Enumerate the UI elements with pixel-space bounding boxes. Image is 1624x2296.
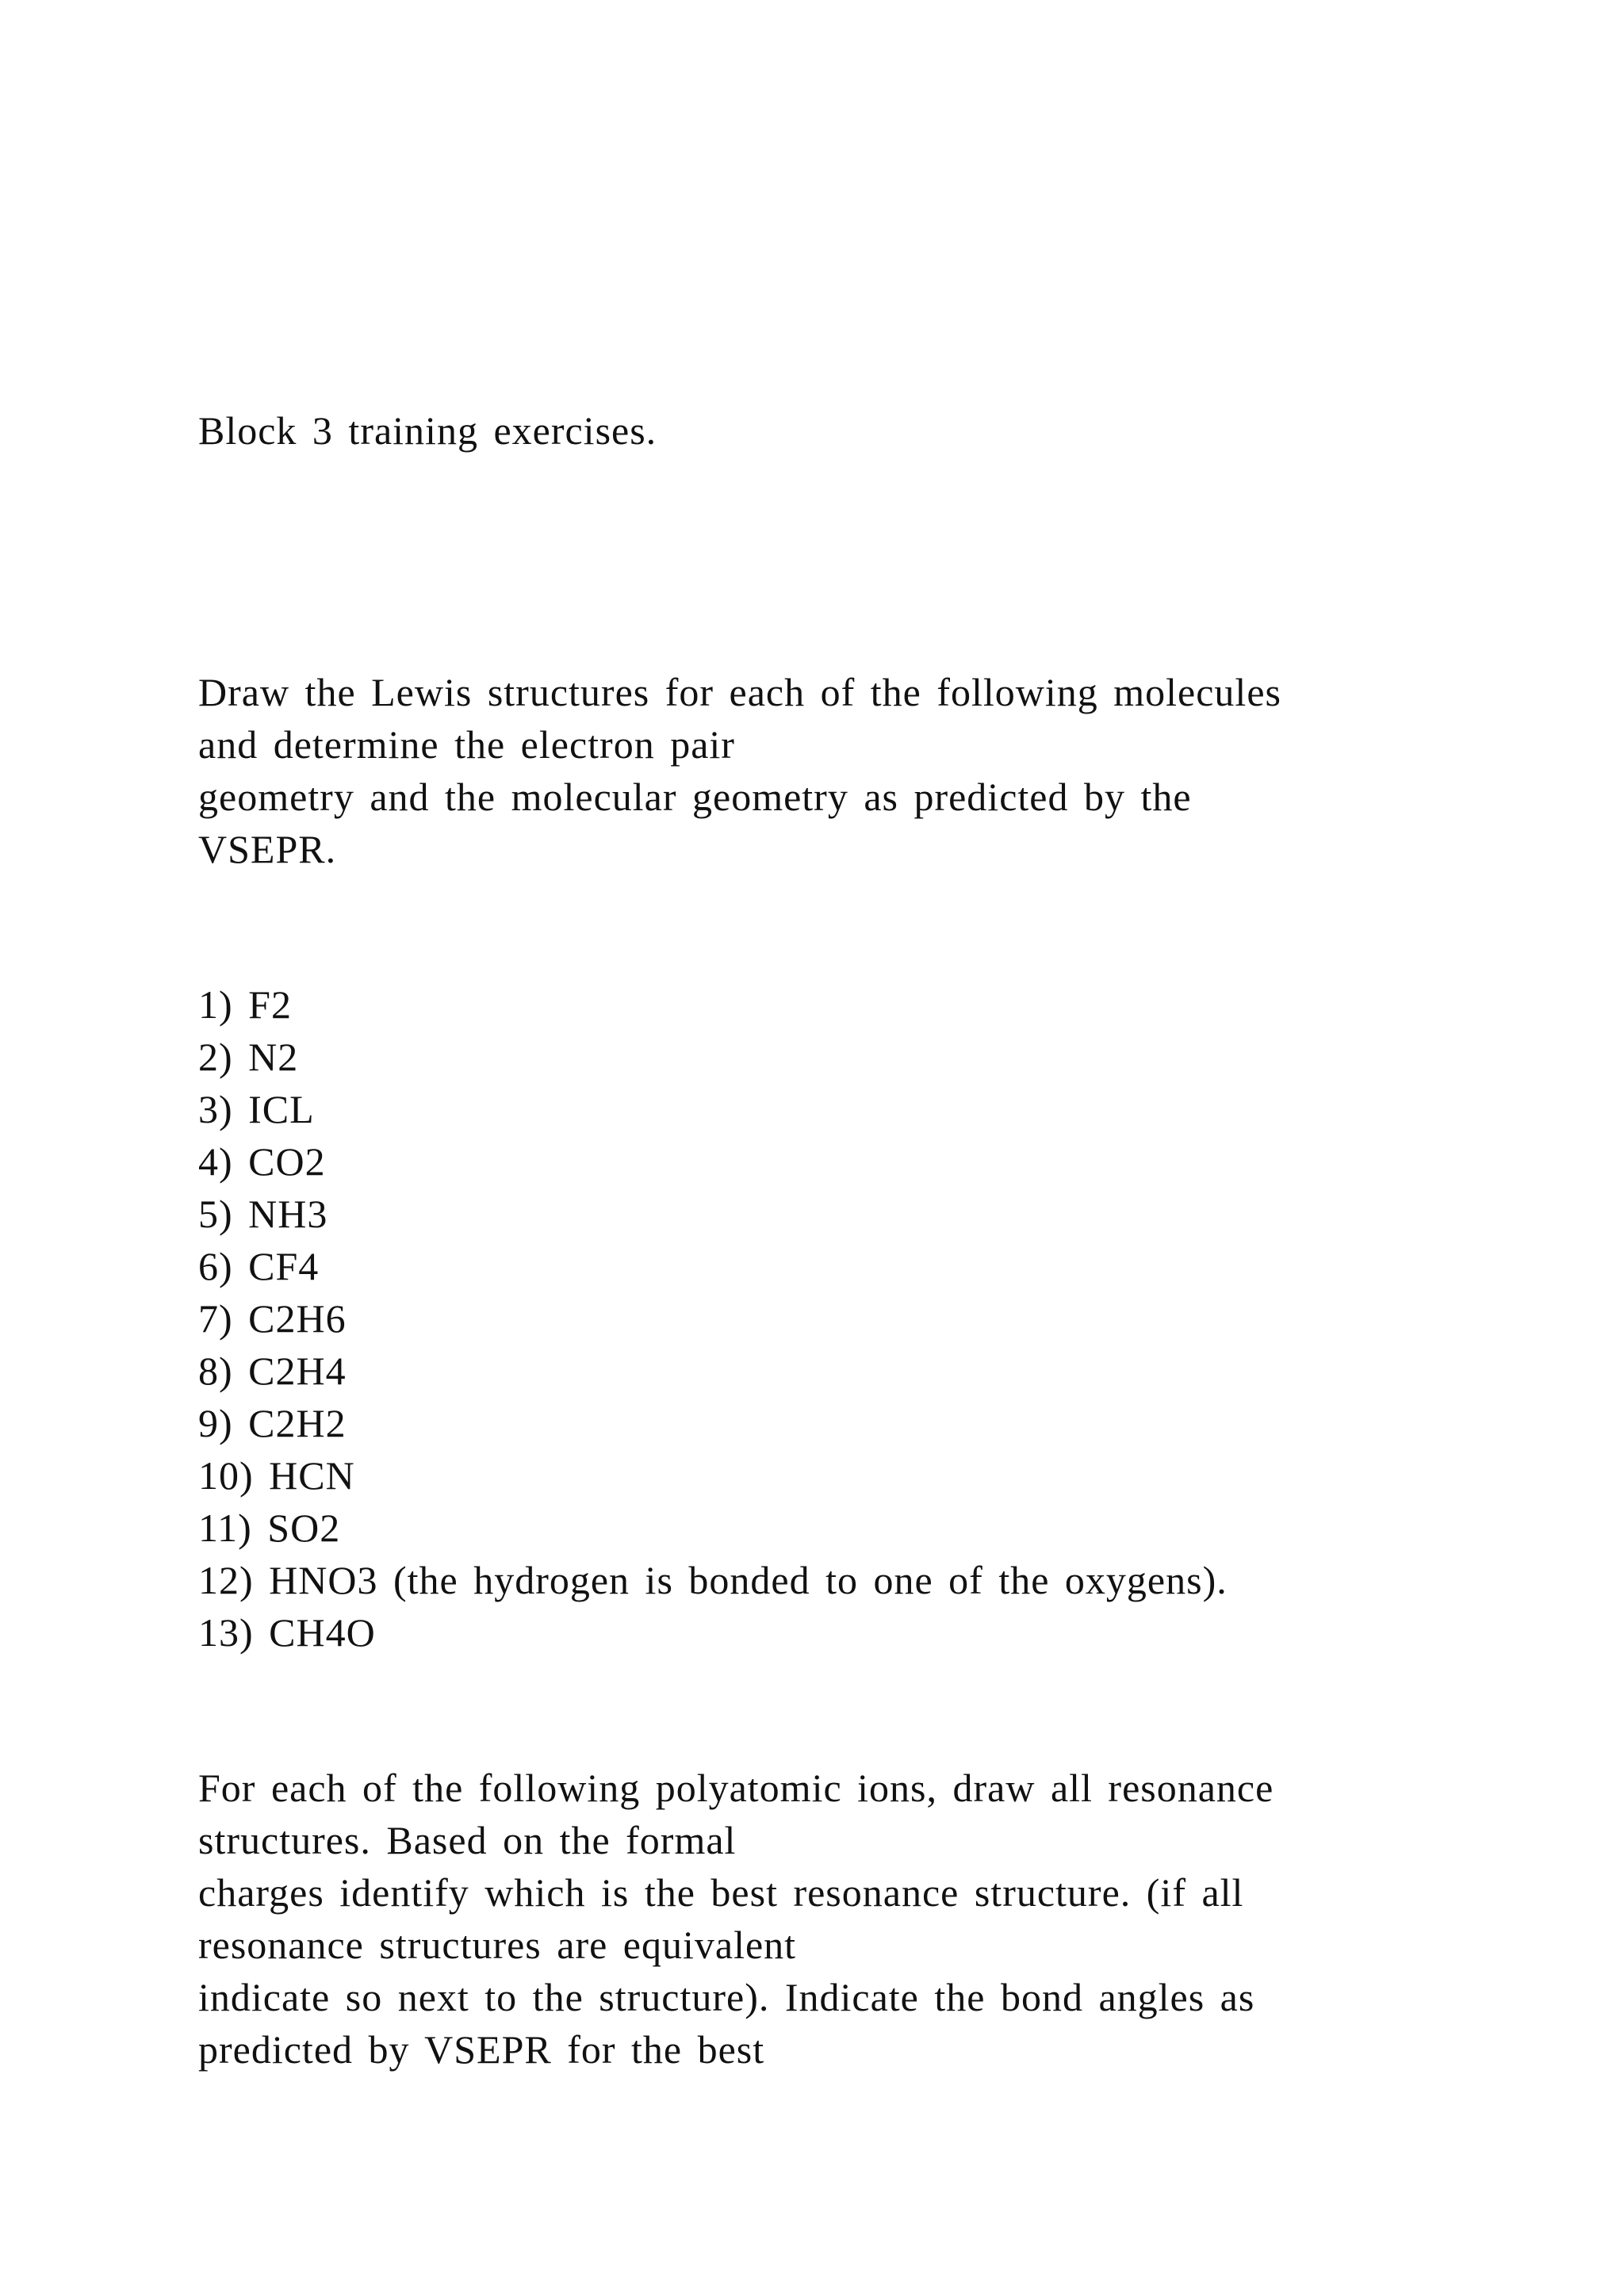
- intro-line-4: VSEPR.: [198, 827, 337, 871]
- molecule-list-item: 5) NH3: [198, 1192, 328, 1236]
- molecule-list-item: 9) C2H2: [198, 1401, 347, 1445]
- molecule-list-item: 1) F2: [198, 982, 292, 1027]
- intro-line-3: geometry and the molecular geometry as predicted by the: [198, 775, 1192, 819]
- molecule-list-item: 3) ICL: [198, 1087, 315, 1131]
- molecule-list-item: 6) CF4: [198, 1244, 320, 1288]
- molecule-list-item: 13) CH4O: [198, 1610, 376, 1655]
- ions-line-3: charges identify which is the best resonance structure. (if all: [198, 1870, 1244, 1915]
- molecule-list-item: 2) N2: [198, 1035, 299, 1079]
- ions-line-4: resonance structures are equivalent: [198, 1923, 797, 1967]
- intro-line-1: Draw the Lewis structures for each of the following molecules: [198, 670, 1281, 714]
- ions-line-1: For each of the following polyatomic ions, draw all resonance: [198, 1766, 1274, 1810]
- molecule-list-item: 8) C2H4: [198, 1349, 347, 1393]
- ions-line-5: indicate so next to the structure). Indicate the bond angles as: [198, 1975, 1255, 2019]
- ions-line-2: structures. Based on the formal: [198, 1818, 737, 1862]
- ions-line-6: predicted by VSEPR for the best: [198, 2027, 765, 2072]
- molecule-list-item: 11) SO2: [198, 1506, 341, 1550]
- molecule-list-item: 10) HCN: [198, 1453, 355, 1498]
- molecule-list-item: 12) HNO3 (the hydrogen is bonded to one of the oxygens).: [198, 1558, 1228, 1602]
- intro-line-2: and determine the electron pair: [198, 722, 735, 767]
- molecule-list-item: 7) C2H6: [198, 1296, 347, 1341]
- molecule-list-item: 4) CO2: [198, 1139, 326, 1184]
- document-title: Block 3 training exercises.: [198, 408, 657, 453]
